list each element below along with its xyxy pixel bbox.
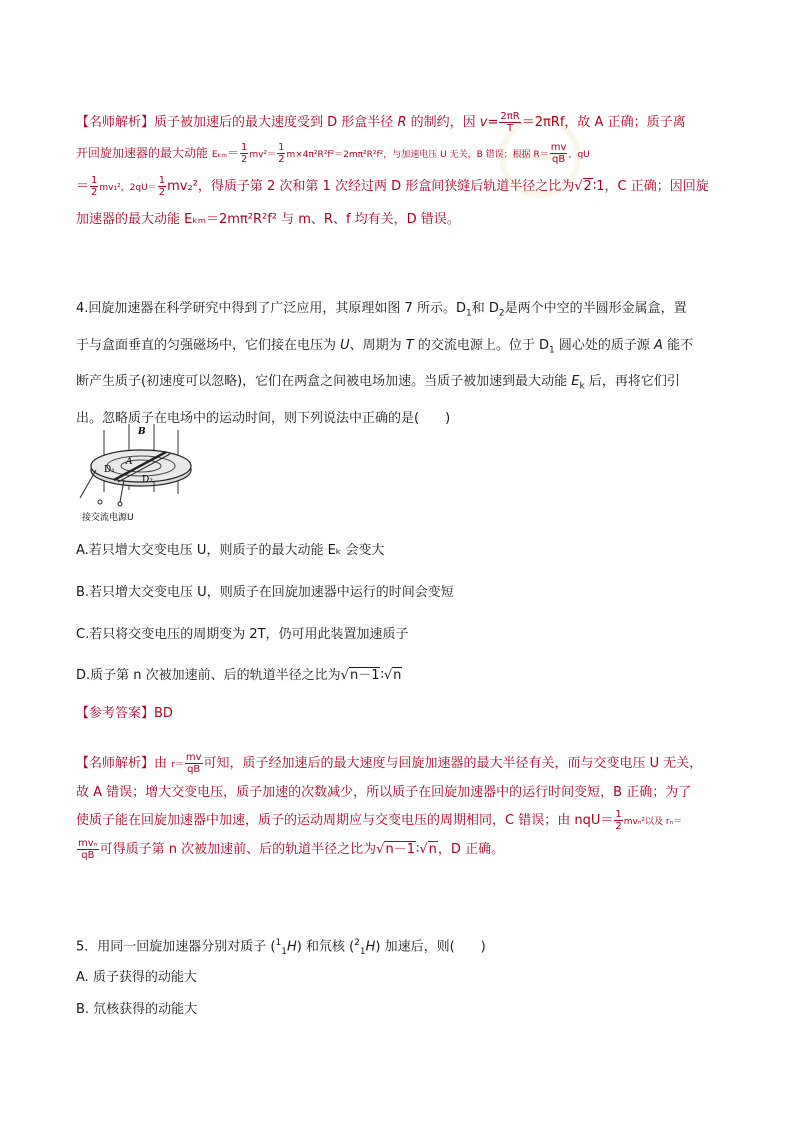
- q4-option-b: B.若只增大交变电压 U，则质子在回旋加速器中运行的时间会变短: [76, 585, 454, 600]
- fraction: $\frac{2\pi R}{T}$: [500, 111, 520, 134]
- analysis2-line2: 故 A 错误；增大交变电压，质子加速的次数减少，所以质子在回旋加速器中的运行时间变短，B 正确；为了: [76, 785, 692, 800]
- figure-caption: 接交流电源U: [82, 513, 134, 523]
- analysis-tag: 【名师解析】: [76, 115, 155, 130]
- q4-answer: [76, 704, 173, 724]
- analysis2-line4: $\frac{\text{mvₙ}}{qB}$ 可得质子第 n 次被加速前、后的轨道半径之比为√n－1∶√n，D 正确。: [78, 838, 505, 861]
- analysis1-line1: 【名师解析】质子被加速后的最大速度受到 D 形盒半径 R 的制约，因 v= $\frac{2\pi R}{T}$ ＝2πRf，故 A 正确；质子离: [76, 111, 686, 134]
- question-5-stem: 5．用同一回旋加速器分别对质子 ($^1_1$H) 和氘核 ($^2_1$H) 加速后，则( ): [76, 938, 486, 957]
- q4-option-c: C.若只将交变电压的周期变为 2T，仍可用此装置加速质子: [76, 627, 409, 642]
- q5-option-b: B. 氘核获得的动能大: [76, 1002, 198, 1017]
- answer-tag: 【参考答案】: [76, 706, 155, 721]
- analysis-block-1: [76, 107, 726, 235]
- analysis1-line3: ＝ $\frac{1}{2}$ mv₁²，2qU＝ $\frac{1}{2}$ mv₂²，得质子第 2 次和第 1 次经过两 D 形盒间狭缝后轨道半径之比为√2∶1，C 正确；因回旋: [76, 175, 709, 198]
- figure-label-D1: D₁: [104, 465, 115, 475]
- question-4: [76, 293, 726, 434]
- figure-label-B: B: [138, 427, 146, 437]
- analysis-block-2: [76, 750, 726, 864]
- q5-option-a: A. 质子获得的动能大: [76, 970, 197, 985]
- q4-stem-line4: 出。忽略质子在电场中的运动时间，则下列说法中正确的是( ): [76, 410, 451, 426]
- q4-stem-line1: 4.回旋加速器在科学研究中得到了广泛应用，其原理如图 7 所示。$D_1$和 $D_2$是两个中空的半圆形金属盒，置: [76, 301, 687, 319]
- analysis2-line1: 【名师解析】由 r＝ $\frac{mv}{qB}$ 可知，质子经加速后的最大速度与回旋加速器的最大半径有关，而与交变电压 U 无关，: [76, 752, 703, 775]
- answer-value: BD: [154, 706, 173, 721]
- q4-stem-line2: 于与盒面垂直的匀强磁场中，它们接在电压为 U、周期为 T 的交流电源上。位于 $D_1$ 圆心处的质子源 A 能不: [76, 337, 694, 356]
- cyclotron-figure: [74, 420, 204, 525]
- analysis1-line2: 开回旋加速器的最大动能 Eₖₘ＝ $\frac{1}{2}$ mv²＝ $\frac{1}{2}$ m×4π²R²f²＝2mπ²R²f²，与加速电压 U 无关，B 错误；根据 R＝ $\frac{mv}{qB}$ ，qU: [76, 142, 590, 165]
- analysis1-line4: 加速器的最大动能 Eₖₘ＝2mπ²R²f² 与 m、R、f 均有关，D 错误。: [76, 212, 460, 227]
- analysis2-line3: 使质子能在回旋加速器中加速，质子的运动周期应与交变电压的周期相同，C 错误；由 nqU＝ $\frac{1}{2}$ mvₙ²以及 rₙ＝: [76, 809, 683, 832]
- figure-label-A: A: [126, 457, 133, 467]
- figure-label-D2: D₂: [142, 475, 153, 485]
- q4-stem-line3: 断产生质子(初速度可以忽略)，它们在两盒之间被电场加速。当质子被加速到最大动能 $E_k$ 后，再将它们引: [76, 374, 680, 392]
- q4-option-a: A.若只增大交变电压 U，则质子的最大动能 Eₖ 会变大: [76, 543, 385, 558]
- q4-option-d: D.质子第 n 次被加速前、后的轨道半径之比为√n－1∶√n: [76, 668, 402, 683]
